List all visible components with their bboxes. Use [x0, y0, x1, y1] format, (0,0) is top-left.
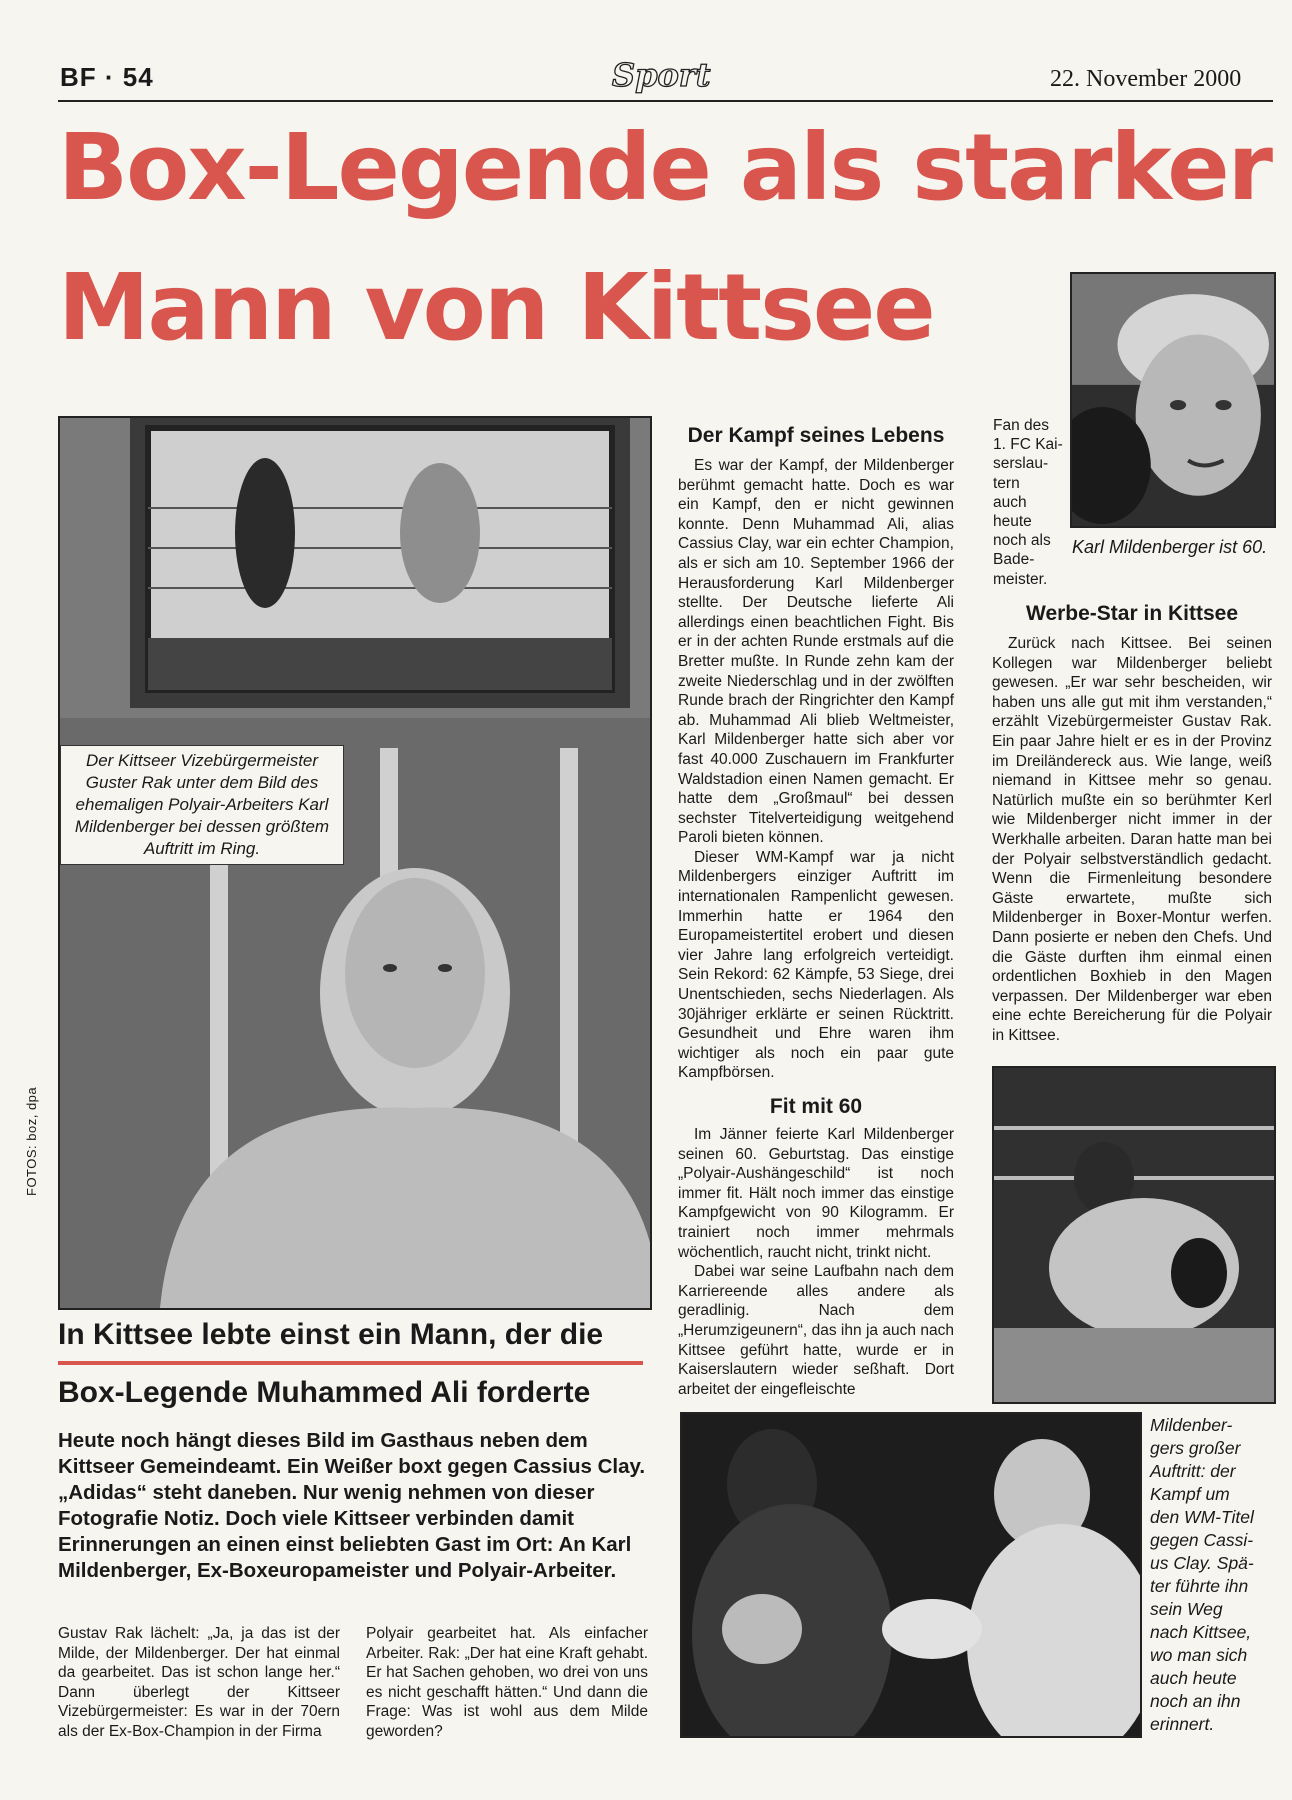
caption-line: wo man sich — [1150, 1645, 1248, 1665]
body-fit-1: Im Jänner feierte Karl Mildenberger seinen 60. Geburtstag. Das einstige „Polyair-Aushängeschild“ ist noch immer fit. Hält noch immer das einstige Kampfgewicht von 90 Kilogramm. Er trainiert noch immer mehrmals wöchentlich, raucht nicht, trinkt nicht. — [678, 1126, 954, 1261]
headline-line-2: Mann von Kittsee — [58, 254, 934, 361]
subheadline-line-1: In Kittsee lebte einst ein Mann, der die — [58, 1318, 604, 1351]
bottom-body-col-2: Polyair gearbeitet hat. Als einfacher Arbeiter. Rak: „Der hat eine Kraft gehabt. Er hat Sachen gehoben, wo drei von uns es nicht geschafft hätten.“ Und dann die Frage: Was ist wohl aus dem Milde geworden? — [366, 1625, 648, 1740]
caption-line: Kampf um — [1150, 1484, 1230, 1504]
fight-photo — [680, 1412, 1142, 1738]
caption-line: gegen Cassi- — [1150, 1530, 1254, 1550]
heading-fit: Fit mit 60 — [769, 1095, 863, 1118]
fan-line: 1. FC Kai- — [993, 436, 1063, 454]
caption-line: gers großer — [1150, 1438, 1241, 1458]
fan-line: serslau- — [993, 455, 1049, 473]
caption-line: erinnert. — [1150, 1714, 1215, 1734]
issue-date: 22. November 2000 — [1050, 66, 1242, 92]
knockdown-photo — [992, 1066, 1276, 1404]
subheadline-rule — [58, 1361, 643, 1365]
bottom-body-col-1: Gustav Rak lächelt: „Ja, ja das ist der Milde, der Mildenberger. Der hat einmal da gearbeitet. Das ist schon lange her.“ Dann überlegt der Kittseer Vizebürgermeister: Es war in der 70ern als der Ex-Box-Champion in der Firma — [58, 1625, 340, 1740]
photo-credit: FOTOS: boz, dpa — [24, 1086, 39, 1196]
caption-line: us Clay. Spä- — [1150, 1553, 1254, 1573]
body-kampf-2: Dieser WM-Kampf war ja nicht Mildenbergers einziger Auftritt im internationalen Rampenlicht gewesen. Immerhin hatte er 1964 den Europameistertitel erobert und diesen vier Jahre lang erfolgreich verteidigt. Sein Rekord: 62 Kämpfe, 53 Siege, drei Unentschieden, sechs Niederlagen. Als 30jähriger erklärte er seinen Rücktritt. Gesundheit und Ehre waren ihm wichtiger als noch ein paar gute Kampfbörsen. — [678, 848, 954, 1082]
section-title: Sport — [612, 56, 711, 94]
caption-line: noch an ihn — [1150, 1691, 1241, 1711]
fan-line: noch als — [993, 532, 1051, 550]
caption-line: nach Kittsee, — [1150, 1622, 1252, 1642]
fan-line: Fan des — [993, 417, 1050, 434]
right-column — [992, 602, 1272, 1045]
fan-text — [993, 416, 1065, 589]
caption-line: Auftritt: der — [1150, 1461, 1236, 1481]
body-fit-2: Dabei war seine Laufbahn nach dem Karriereende alles andere als geradlinig. Nach dem „Herumzigeunern“, das ihn ja auch nach Kittsee geführt hatte, wurde er in Kaiserslautern wieder seßhaft. Dort arbeitet der eingefleischte — [678, 1263, 954, 1398]
header-rule — [58, 100, 1273, 102]
rak-photo-caption: Der Kittseer Vizebürgermeister Guster Rak unter dem Bild des ehemaligen Polyair-Arbeiters Karl Mildenberger bei dessen größtem Auftritt im Ring. — [60, 745, 344, 865]
fan-line: Bade- — [993, 551, 1035, 569]
caption-line: ter führte ihn — [1150, 1576, 1249, 1596]
fight-photo-caption — [1150, 1414, 1282, 1736]
caption-line: Mildenber- — [1150, 1415, 1233, 1435]
portrait-photo — [1070, 272, 1276, 528]
portrait-caption: Karl Mildenberger ist 60. — [1072, 537, 1268, 557]
fan-line: heute — [993, 513, 1032, 531]
body-werbe: Zurück nach Kittsee. Bei seinen Kollegen war Mildenberger beliebt gewesen. „Er war sehr bescheiden, wir haben uns alle gut mit ihm verstanden,“ erzählt Vizebürgermeister Gustav Rak. Ein paar Jahre hielt er es in der Provinz im Dreiländereck aus. Wie lange, weiß niemand in Kittsee mehr so genau. Natürlich mußte ein so berühmter Kerl wie Mildenberger nicht immer in der Werkhalle arbeiten. Daran hatte man bei der Polyair selbstverständlich gedacht. Wenn die Firmenleitung besondere Gäste erwartete, mußte sich Mildenberger in Boxer-Montur werfen. Dann posierte er neben den Chefs. Und die Gäste durften ihm einmal einen ordentlichen Boxhieb in den Magen verpassen. Der Mildenberger war eben eine echte Bereicherung für die Polyair in Kittsee. — [992, 635, 1272, 1044]
body-kampf-1: Es war der Kampf, der Mildenberger berühmt gemacht hatte. Doch es war ein Kampf, den er nicht gewinnen konnte. Denn Muhammad Ali, alias Cassius Clay, war ein echter Champion, als er sich am 10. September 1966 der Herausforderung Karl Mildenberger stellte. Der Deutsche lieferte Ali allerdings einen beachtlichen Fight. Bis er in der achten Runde erstmals auf die Bretter mußte. In Runde zehn kam der zweite Niederschlag und in der zwölften Runde brach der Ringrichter den Kampf ab. Muhammad Ali blieb Weltmeister, Karl Mildenberger hatte sich aber vor fast 40.000 Zuschauern im Frankfurter Waldstadion einen Namen gemacht. Er hatte dem „Großmaul“ bei dessen sechster Titelverteidigung weitgehend Paroli bieten können. — [678, 457, 954, 847]
fan-line: meister. — [993, 570, 1048, 588]
caption-line: auch heute — [1150, 1668, 1237, 1688]
headline-line-1: Box-Legende als starker — [58, 114, 1271, 221]
page-number: BF · 54 — [60, 62, 154, 92]
caption-line: sein Weg — [1150, 1599, 1223, 1619]
caption-line: den WM-Titel — [1150, 1507, 1254, 1527]
heading-werbe: Werbe-Star in Kittsee — [1026, 602, 1238, 625]
fan-line: tern — [993, 474, 1020, 492]
fan-line: auch — [993, 493, 1027, 511]
subheadline-line-2: Box-Legende Muhammed Ali forderte — [58, 1376, 591, 1409]
heading-kampf: Der Kampf seines Lebens — [687, 424, 945, 447]
middle-column — [678, 424, 954, 1399]
lead-paragraph: Heute noch hängt dieses Bild im Gasthaus neben dem Kittseer Gemeindeamt. Ein Weißer boxt gegen Cassius Clay. „Adidas“ steht daneben. Nur wenig nehmen von dieser Fotografie Notiz. Doch viele Kittseer verbinden damit Erinnerungen an einen einst beliebten Gast im Ort: An Karl Mildenberger, Ex-Boxeuropameister und Polyair-Arbeiter. — [58, 1429, 646, 1582]
